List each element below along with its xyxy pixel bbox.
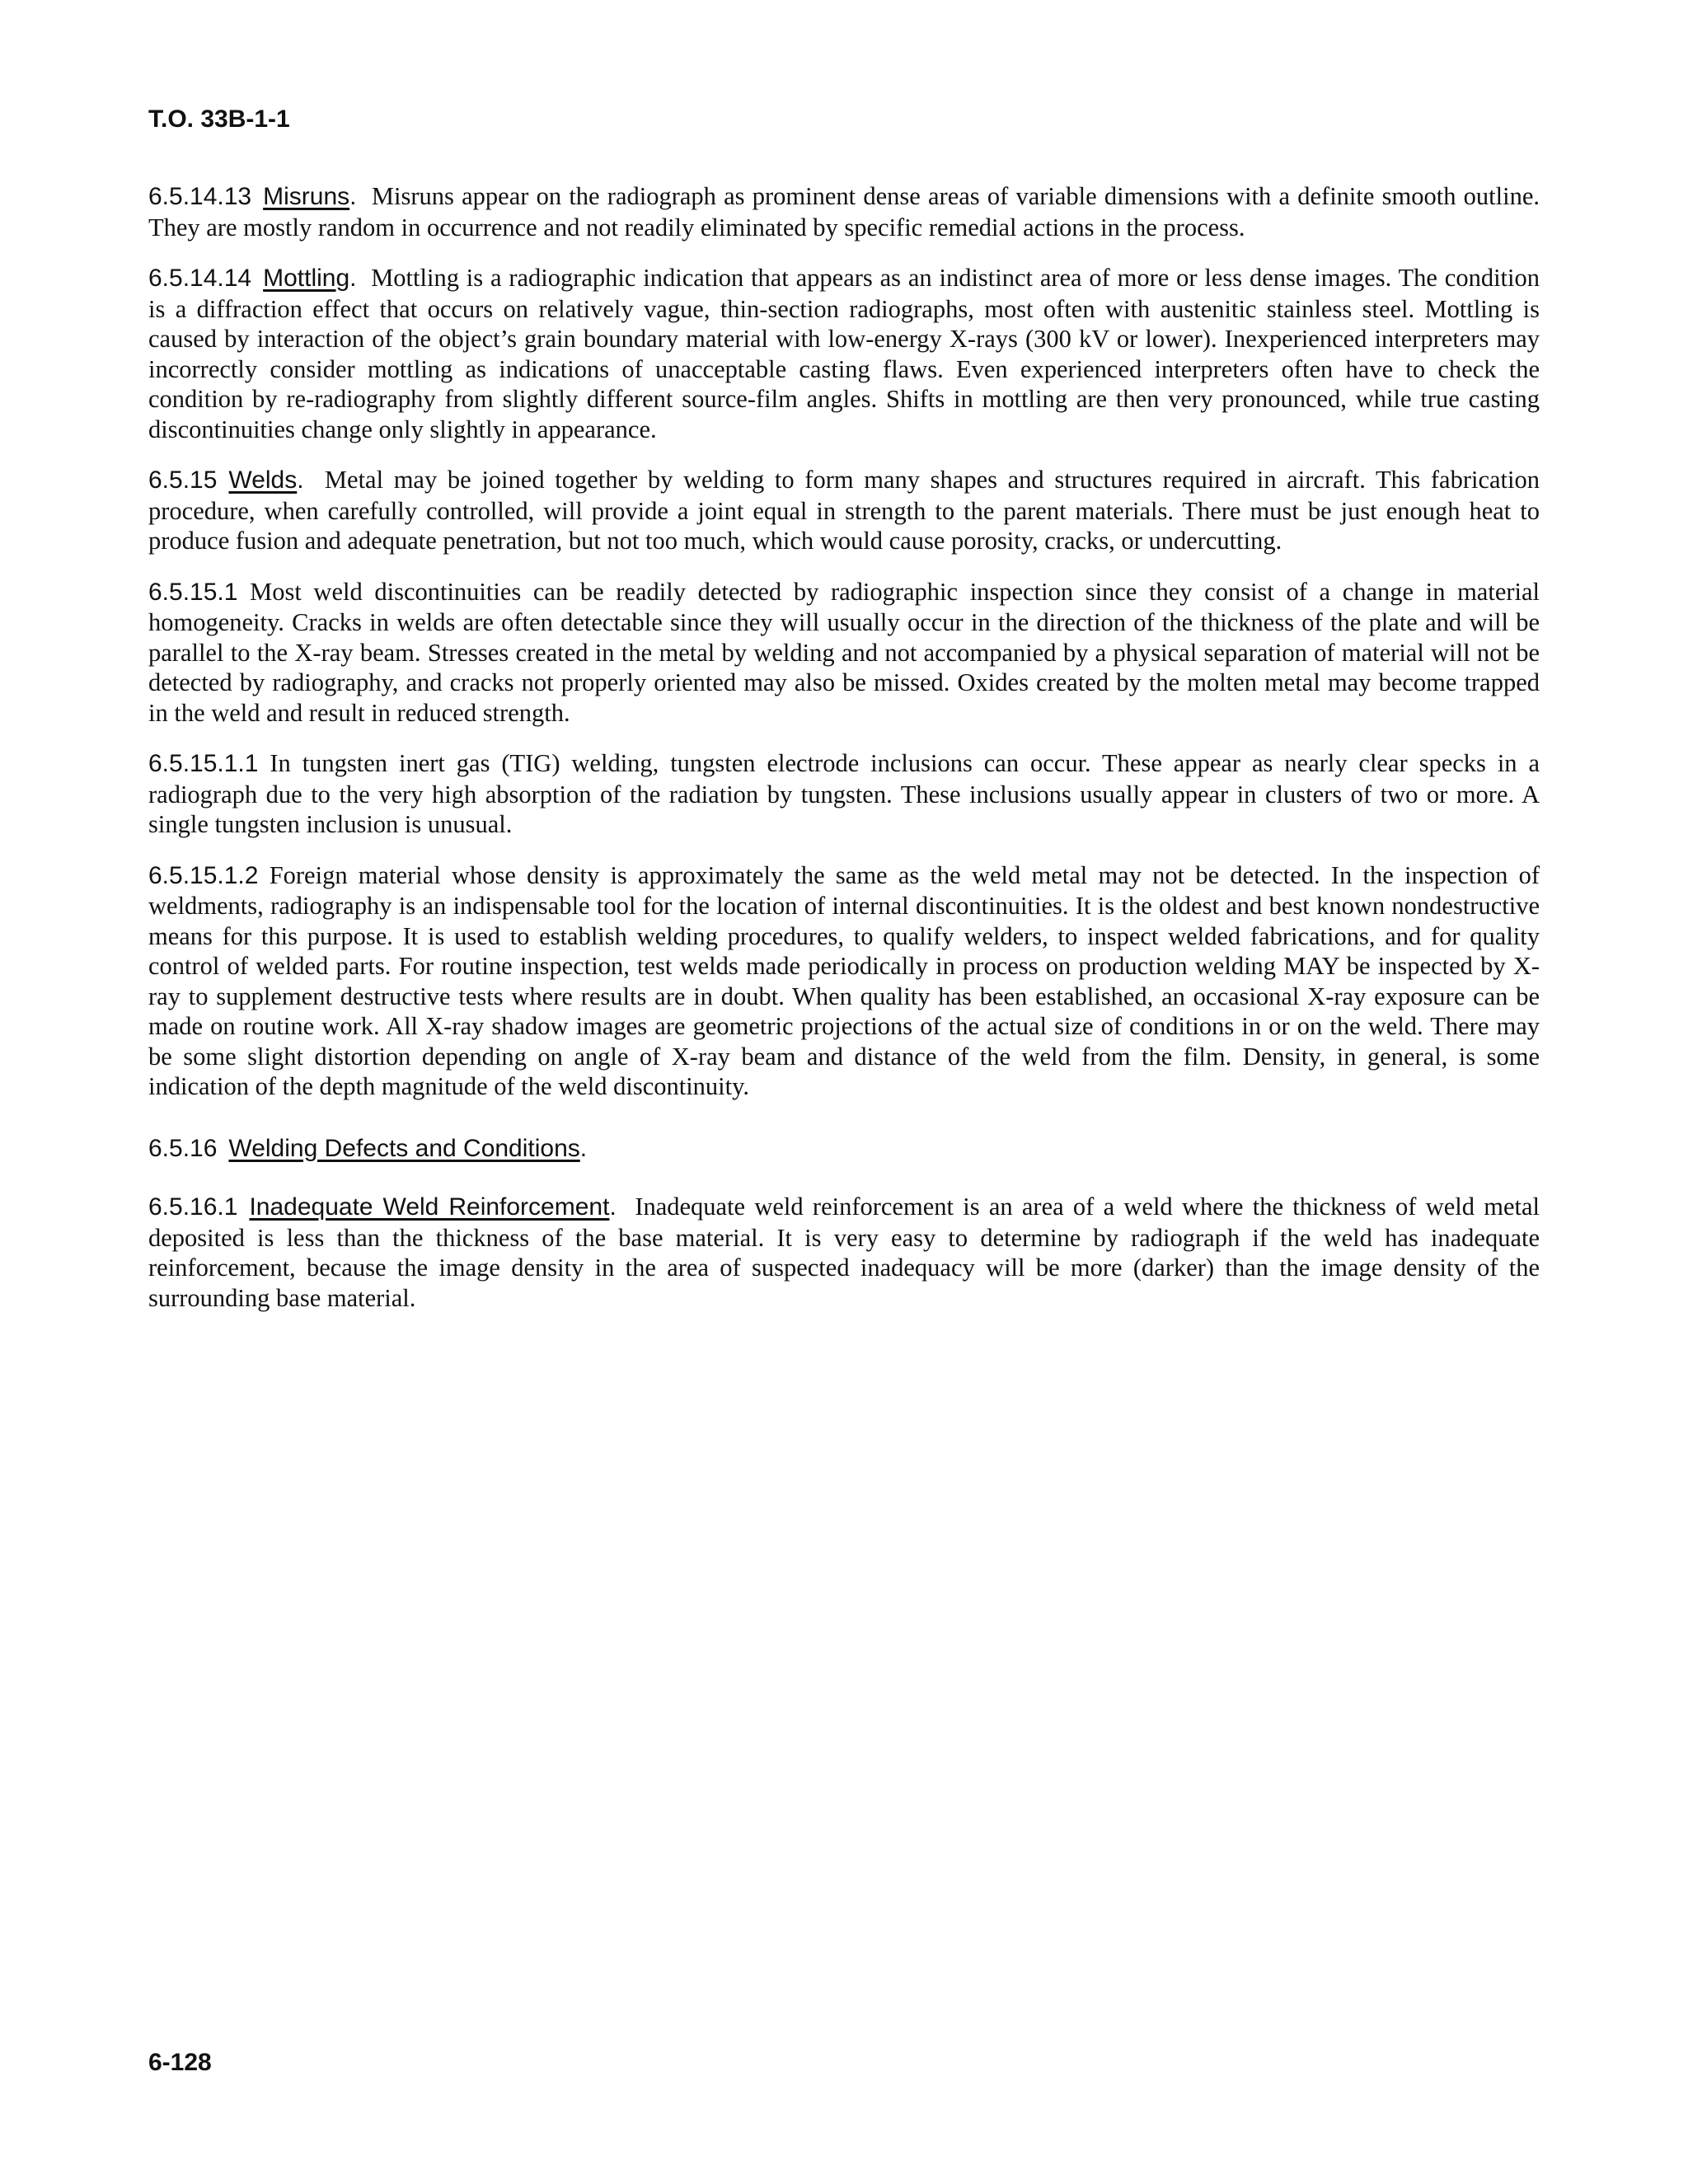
paragraph-number: 6.5.15.1 bbox=[148, 578, 238, 606]
paragraph-foreign-material bbox=[148, 860, 1540, 1102]
paragraph-number: 6.5.16.1 bbox=[148, 1193, 238, 1221]
paragraph-weld-discontinuities bbox=[148, 577, 1540, 729]
paragraph-number: 6.5.15.1.1 bbox=[148, 750, 259, 777]
paragraph-welds: 6.5.15 Welds. Metal may be joined together by welding to form many shapes and structures required in aircraft. This fabrication procedure, when carefully controlled, will provide a joint equal in strength to the parent materials. There must be just enough heat to produce fusion and adequate penetration, but not too much, which would cause porosity, cracks, or undercutting. bbox=[148, 466, 1540, 555]
paragraph-tig-welding bbox=[148, 748, 1540, 840]
paragraph-number: 6.5.14.14 bbox=[148, 265, 252, 292]
paragraph-text: Foreign material whose density is approximately the same as the weld metal may not be detected. In the inspection of weldments, radiography is an indispensable tool for the location of internal discontinuities. It is the oldest and best known nondestructive means for this purpose. It is used to establish welding procedures, to qualify welders, to inspect welded fabrications, and for quality control of welded parts. For routine inspection, test welds made periodically in process on production welding MAY be inspected by X-ray to supplement destructive tests where results are in doubt. When quality has been established, an occasional X-ray exposure can be made on routine work. All X-ray shadow images are geometric projections of the actual size of conditions in or on the weld. There may be some slight distortion depending on angle of X-ray beam and distance of the weld from the film. Density, in general, is some indication of the depth magnitude of the weld discontinuity. bbox=[148, 860, 1540, 1100]
paragraph-misruns: 6.5.14.13 Misruns. Misruns appear on the radiograph as prominent dense areas of variable dimensions with a definite smooth outline. They are mostly random in occurrence and not readily eliminated by specific remedial actions in the process. bbox=[148, 182, 1540, 241]
paragraph-title: Misruns bbox=[263, 183, 350, 210]
document-id-header: T.O. 33B-1-1 bbox=[148, 105, 290, 133]
paragraph-text: Metal may be joined together by welding to form many shapes and structures required in aircraft. This fabrication procedure, when carefully controlled, will provide a joint equal in strength to the parent materials. There must be just enough heat to produce fusion and adequate penetration, but not too much, which would cause porosity, cracks, or undercutting. bbox=[148, 466, 1540, 555]
paragraph-text: In tungsten inert gas (TIG) welding, tungsten electrode inclusions can occur. These appear as nearly clear specks in a radiograph due to the very high absorption of the radiation by tungsten. These inclusions usually appear in clusters of two or more. A single tungsten inclusion is unusual. bbox=[148, 749, 1540, 838]
paragraph-number: 6.5.16 bbox=[148, 1134, 218, 1162]
paragraph-inadequate-reinforcement: 6.5.16.1 Inadequate Weld Reinforcement. Inadequate weld reinforcement is an area of a weld where the thickness of weld metal deposited is less than the thickness of the base material. It is very easy to determine by radiograph if the weld has inadequate reinforcement, because the image density in the area of suspected inadequacy will be more (darker) than the image density of the surrounding base material. bbox=[148, 1193, 1540, 1312]
paragraph-title: Welding Defects and Conditions bbox=[228, 1134, 580, 1162]
paragraph-text: Misruns appear on the radiograph as prominent dense areas of variable dimensions with a definite smooth outline. They are mostly random in occurrence and not readily eliminated by specific remedial actions in the process. bbox=[148, 182, 1540, 241]
paragraph-text: Inadequate weld reinforcement is an area of a weld where the thickness of weld metal deposited is less than the thickness of the base material. It is very easy to determine by radiograph if the weld has inadequate reinforcement, because the image density in the area of suspected inadequacy will be more (darker) than the image density of the surrounding base material. bbox=[148, 1193, 1540, 1312]
paragraph-title: Welds bbox=[228, 466, 298, 494]
paragraph-title: Inadequate Weld Reinforcement bbox=[249, 1193, 610, 1221]
paragraph-mottling: 6.5.14.14 Mottling. Mottling is a radiographic indication that appears as an indistinct area of more or less dense images. The condition is a diffraction effect that occurs on relatively vague, thin-section radiographs, most often with austenitic stainless steel. Mottling is caused by interaction of the object’s grain boundary material with low-energy X-rays (300 kV or lower). Inexperienced interpreters may incorrectly consider mottling as indications of unacceptable casting flaws. Even experienced interpreters often have to check the condition by re-radiography from slightly different source-film angles. Shifts in mottling are then very pronounced, while true casting discontinuities change only slightly in appearance. bbox=[148, 264, 1540, 443]
document-body bbox=[148, 181, 1540, 1333]
paragraph-title: Mottling bbox=[263, 265, 350, 292]
paragraph-number: 6.5.15 bbox=[148, 466, 218, 494]
paragraph-text: Most weld discontinuities can be readily detected by radiographic inspection since they consist of a change in material homogeneity. Cracks in welds are often detectable since they will usually occur in the direction of the thickness of the plate and will be parallel to the X-ray beam. Stresses created in the metal by welding and not accompanied by a physical separation of material will not be detected by radiography, and cracks not properly oriented may also be missed. Oxides created by the molten metal may become trapped in the weld and result in reduced strength. bbox=[148, 577, 1540, 727]
paragraph-number: 6.5.15.1.2 bbox=[148, 861, 259, 889]
paragraph-welding-defects: 6.5.16 Welding Defects and Conditions. bbox=[148, 1134, 588, 1162]
page-number: 6-128 bbox=[148, 2049, 212, 2076]
paragraph-number: 6.5.14.13 bbox=[148, 183, 252, 210]
paragraph-text: Mottling is a radiographic indication that appears as an indistinct area of more or less dense images. The condition is a diffraction effect that occurs on relatively vague, thin-section radiographs, most often with austenitic stainless steel. Mottling is caused by interaction of the object’s grain boundary material with low-energy X-rays (300 kV or lower). Inexperienced interpreters may incorrectly consider mottling as indications of unacceptable casting flaws. Even experienced interpreters often have to check the condition by re-radiography from slightly different source-film angles. Shifts in mottling are then very pronounced, while true casting discontinuities change only slightly in appearance. bbox=[148, 264, 1540, 443]
